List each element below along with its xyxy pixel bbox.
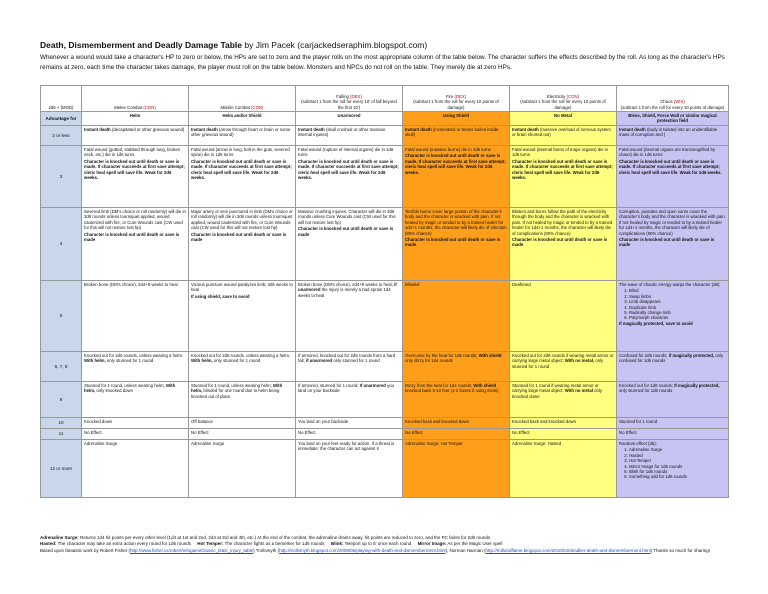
missile-knockout: Character is knocked out until death or save is made. If character succeeds at first save attempt; cleric heal spell will save life. Weak for 2d6 weeks. bbox=[191, 158, 292, 181]
falling-instant-death: Instant death bbox=[298, 127, 325, 132]
missile-cell: Adrenaline Surge bbox=[189, 440, 296, 498]
electricity-cell bbox=[510, 208, 617, 281]
falling-text-c: the injury is merely a bad sprain 1d4 weeks to heal bbox=[298, 287, 391, 298]
list-item: 5. Blink for 1d6 rounds bbox=[629, 469, 726, 474]
electricity-text-b: With no metal, bbox=[564, 358, 595, 364]
melee-text-c: only knocked down bbox=[95, 388, 133, 394]
chaos-header bbox=[617, 86, 729, 112]
list-item: 4. Duplicate limb bbox=[629, 305, 726, 310]
fire-instant-death: Instant death bbox=[405, 127, 432, 132]
chaos-text: (body is twisted into an unidentifiable mass of corruption and ) bbox=[619, 127, 718, 138]
chaos-text-a: Knocked out for 1d6 rounds; bbox=[619, 383, 675, 388]
missile-cell bbox=[189, 382, 296, 418]
advantage-missile: Helm and/or Shield bbox=[189, 112, 296, 126]
list-item: 6. Polymorph character bbox=[629, 315, 726, 320]
roll-value: 10 bbox=[41, 418, 82, 429]
chaos-knockout: Character is knocked out until death or save is made bbox=[619, 237, 715, 248]
fire-header-name: Fire bbox=[445, 93, 454, 99]
list-item: 3. Limb disappears bbox=[629, 299, 726, 304]
missile-wound: Vicious puncture wound paralyzes limb; 3d6 weeks to heal bbox=[191, 282, 293, 293]
credits-text: Based upon fantastic work by Robert Fisher ( bbox=[40, 547, 131, 553]
list-item: 2. Swap limbs bbox=[629, 294, 726, 299]
missile-text-b: With helm, bbox=[191, 358, 213, 364]
falling-text: (skull crushed or other massive internal injuries) bbox=[298, 127, 386, 138]
missile-text-c: only stunned for 1 round bbox=[212, 358, 261, 364]
chaos-header-stat: (WIS) bbox=[673, 99, 685, 105]
electricity-wound: Blisters and burns follow the path of the electricity through the body and the character is wracked with pain. If not healed by magic or tended to by a trained healer for 1d4+1 months, the character will likely die of complications (80% chance) bbox=[512, 209, 613, 236]
melee-header-name: Melee Combat bbox=[114, 104, 143, 110]
fire-header-stat: (DEX) bbox=[454, 93, 467, 99]
electricity-text-c: only stunned for 1 round bbox=[512, 358, 604, 369]
electricity-knockout: Character is knocked out until death or save is made. If character succeeds at first save attempt; cleric heal spell will save life. Weak for 2d6 weeks. bbox=[512, 158, 613, 181]
chaos-cell bbox=[617, 146, 729, 208]
melee-cell bbox=[82, 146, 189, 208]
list-item: 6. Something odd for 1d6 rounds bbox=[629, 474, 726, 479]
fire-text: (incinerated or brains boiled inside skull) bbox=[405, 127, 499, 138]
falling-header-stat: (DEX) bbox=[350, 93, 362, 99]
fire-text-a: Dizzy from the heat for 1d4 rounds; bbox=[405, 383, 474, 388]
hot-temper-label: Hot Temper: bbox=[197, 541, 224, 547]
fire-cell: Blinded bbox=[403, 281, 510, 352]
falling-knockout: Character is knocked out until death or save is made bbox=[298, 226, 394, 237]
table-row bbox=[41, 281, 729, 352]
electricity-text-a: Stunned for 1 round if wearing metal armor or carrying large metal object; bbox=[512, 383, 599, 394]
electricity-header-stat: (CON) bbox=[566, 93, 579, 99]
missile-text-b: With helm, bbox=[191, 383, 283, 394]
missile-cell: Off balance bbox=[189, 418, 296, 429]
chaos-knockout: Character is knocked out until death or save is made. If character succeeds at first save attempt; cleric heal spell will save life. Weak for 2d6 weeks. bbox=[619, 158, 722, 175]
table-row bbox=[41, 146, 729, 208]
roll-value: 12 or more bbox=[41, 440, 82, 498]
missile-wound: Fatal wound (arrow in lung, bolt in the guts, severed spine) die in 1d6 turns bbox=[191, 147, 290, 158]
table-row bbox=[41, 382, 729, 418]
melee-header-stat: (CON) bbox=[143, 104, 156, 110]
chaos-text-c: only stunned for 1d6 rounds bbox=[619, 388, 673, 394]
falling-cell: No Effect bbox=[296, 429, 403, 440]
falling-text-c: you land on your backside bbox=[298, 383, 395, 394]
chaos-cell: No Effect bbox=[617, 429, 729, 440]
falling-text-a: If armored, knocked out for 2d6 rounds from a hard fall; bbox=[298, 353, 396, 364]
falling-cell bbox=[296, 126, 403, 146]
hasted-text: The character may take an extra action every round for 1d6 rounds bbox=[56, 541, 192, 547]
melee-cell: No Effect bbox=[82, 429, 189, 440]
chaos-wound: Corruption, pustules and open sores cover the character's body and the character is wracked with pain. If not healed by magic or tended to by a trained healer for 1d4+1 months, the character will likely die of complications (80% chance) bbox=[619, 209, 726, 236]
missile-text-a: Knocked out for 2d6 rounds, unless wearing a helm. bbox=[191, 353, 291, 358]
electricity-cell: Knocked back and knocked down bbox=[510, 418, 617, 429]
electricity-cell bbox=[510, 126, 617, 146]
blink-label: Blink: bbox=[330, 541, 344, 547]
falling-cell bbox=[296, 208, 403, 281]
melee-text: (decapitated or other grievous wound) bbox=[110, 127, 185, 132]
roll-value: 5 bbox=[41, 281, 82, 352]
table-row bbox=[41, 440, 729, 498]
melee-cell: Adrenaline Surge bbox=[82, 440, 189, 498]
chaos-header-name: Chaos bbox=[660, 99, 673, 105]
electricity-cell: No Effect bbox=[510, 429, 617, 440]
electricity-header-name: Electricity bbox=[546, 93, 566, 99]
credits-text: ) Trollsmyth ( bbox=[253, 547, 280, 553]
fire-cell: Adrenaline Surge; Hot Temper bbox=[403, 440, 510, 498]
header-row bbox=[41, 86, 729, 112]
melee-text-c: only stunned for 1 round bbox=[105, 358, 154, 364]
list-item: 4. Mirror Image for 1d6 rounds bbox=[629, 464, 726, 469]
chaos-cell bbox=[617, 126, 729, 146]
electricity-text-a: Knocked out for 2d6 rounds if wearing metal armor or carrying large metal object; bbox=[512, 353, 614, 364]
roll-value: 2 or less bbox=[41, 126, 82, 146]
roll-header bbox=[41, 86, 82, 112]
credit-link-harman[interactable]: http://trollandflame.blogspot.com/2010/04/deadlier-death-and-dismemberment.html bbox=[485, 547, 651, 553]
fire-wound: Terrible burns cover large portion of the character's body and the character is wracked with pain. If not healed by magic or tended to by a trained healer for 1d4+1 months, the character will likely die of infection (80% chance) bbox=[405, 209, 507, 236]
electricity-text-c: only knocked down bbox=[512, 388, 602, 399]
credits bbox=[40, 548, 740, 554]
melee-knockout: Character is knocked out until death or save is made. If character succeeds at first save attempt; cleric heal spell will save life. Weak for 2d6 weeks. bbox=[84, 158, 185, 181]
roll-value: 11 bbox=[41, 429, 82, 440]
roll-value: 3 bbox=[41, 146, 82, 208]
list-item: 5. Radically change limb bbox=[629, 310, 726, 315]
table-row bbox=[41, 418, 729, 429]
melee-cell bbox=[82, 126, 189, 146]
mirror-image-text: As per the Magic User spell bbox=[446, 541, 503, 547]
missile-header bbox=[189, 86, 296, 112]
electricity-cell: Adrenaline Surge; Hasted bbox=[510, 440, 617, 498]
missile-header-stat: (CON) bbox=[251, 104, 264, 110]
advantage-label: Advantage for bbox=[41, 112, 82, 126]
surge-text: Returns 1d4 hit points per every other level (1d4 at 1st and 2nd, 2d4 at 3rd and 4th, etc.) At the end of the combat, the adrenaline drains away, hit points are reduced to zero, and the PC faints for 2d6 rounds bbox=[78, 535, 491, 540]
table-row bbox=[41, 126, 729, 146]
credit-link-trollsmyth[interactable]: http://trollsmyth.blogspot.com/2008/06/playing-with-death-and-dismemberment.html bbox=[279, 547, 446, 553]
list-item: 1. Blind bbox=[629, 288, 726, 293]
falling-knockout: Character is knocked out until death or save is made. If character succeeds at first save attempt; cleric heal spell will save life. Weak for 2d6 weeks. bbox=[298, 158, 399, 181]
missile-header-name: Missile Combat bbox=[220, 104, 250, 110]
advantage-falling: Unarmored bbox=[296, 112, 403, 126]
fire-text-b: With shield bbox=[478, 353, 502, 358]
missile-knockout: Character is knocked out until death or save is made bbox=[191, 231, 287, 243]
melee-cell: Broken bone (DM's choice), 2d4+9 weeks to heal bbox=[82, 281, 189, 352]
advantage-chaos: Bless, Shield, Force Wall or similar magical protection field bbox=[617, 112, 729, 126]
chaos-save: If magically protected, save to avoid bbox=[619, 320, 693, 326]
chaos-instant-death: Instant death bbox=[619, 127, 646, 132]
missile-text-c: blinded for one round due to helm being knocked out of place bbox=[191, 388, 280, 399]
missile-wound: Major artery or vein punctured in limb (DM's choice or roll randomly) will die in 3d6 rounds unless tourniquet applied, wound cauterized with fire, or Cure Wounds cast (CW used for this will not restore lost hp) bbox=[191, 209, 293, 231]
title-main: Death, Dismemberment and Deadly Damage Table bbox=[40, 40, 243, 50]
electricity-knockout: Character is knocked out until death or save is made bbox=[512, 237, 608, 248]
hasted-label: Hasted: bbox=[40, 541, 57, 547]
electricity-header bbox=[510, 86, 617, 112]
chaos-cell bbox=[617, 208, 729, 281]
missile-save: If using shield, save to avoid bbox=[191, 293, 250, 299]
falling-cell bbox=[296, 382, 403, 418]
missile-cell bbox=[189, 146, 296, 208]
table-row bbox=[41, 429, 729, 440]
roll-value: 4 bbox=[41, 208, 82, 281]
electricity-cell: Deafened bbox=[510, 281, 617, 352]
fire-knockout: Character is knocked out until death or save is made bbox=[405, 237, 501, 248]
melee-text-a: Knocked out for 2d6 rounds, unless wearing a helm. bbox=[84, 353, 184, 358]
melee-text-a: Stunned for 1 round, unless wearing helm; bbox=[84, 383, 166, 388]
list-item: 2. Hasted bbox=[629, 453, 726, 458]
electricity-header-note: (subtract 1 from the roll for every 10 points of damage) bbox=[520, 99, 606, 110]
falling-text-b: If unarmored bbox=[359, 383, 386, 388]
electricity-instant-death: Instant death bbox=[512, 127, 539, 132]
fire-wound: Fatal wound (massive burns) die in 1d6 turns bbox=[405, 147, 491, 152]
falling-cell bbox=[296, 281, 403, 352]
electricity-cell bbox=[510, 382, 617, 418]
melee-cell bbox=[82, 208, 189, 281]
electricity-wound: Fatal wound (internal burns of major organs) die in 1d6 turns bbox=[512, 147, 609, 158]
electricity-text: (massive overload of nervous system or brain shorted out) bbox=[512, 127, 611, 138]
missile-text-a: Stunned for 1 round, unless wearing helm; bbox=[191, 383, 273, 388]
melee-header bbox=[82, 86, 189, 112]
roll-value: 9 bbox=[41, 382, 82, 418]
fire-header bbox=[403, 86, 510, 112]
melee-wound: Fatal wound (gutted, stabbed through lung, broken neck, etc.) die in 1d6 turns bbox=[84, 147, 181, 158]
electricity-cell bbox=[510, 352, 617, 382]
melee-text-b: With helm, bbox=[84, 358, 106, 364]
falling-cell bbox=[296, 146, 403, 208]
fire-text-c: knocked back 5-10 feet (1-2 boxes if using minis) bbox=[405, 388, 499, 394]
fire-text-a: Overcome by the heat for 1d6 rounds; bbox=[405, 353, 479, 358]
melee-text-b: With helm, bbox=[84, 383, 176, 394]
roll-value: 6, 7, 8 bbox=[41, 352, 82, 382]
falling-cell bbox=[296, 352, 403, 382]
list-item: 3. Hot Temper bbox=[629, 458, 726, 463]
falling-cell: You land on your backside bbox=[296, 418, 403, 429]
falling-text-a: Broken bone (DM's choice), 2d4+9 weeks to heal; bbox=[298, 282, 395, 287]
intro-paragraph: Whenever a wound would take a character's HP to zero or below, the HPs are set to zero and the player rolls on the most appropriate column of the table below. The character suffers the effects described by the roll. As long as the character's HPs remains at zero, each time the character takes damage, the player must roll on the table below. Monsters and NPCs do not roll on the table. They merely die at zero HPs. bbox=[40, 54, 725, 71]
surge-label: Adrenaline Surge: bbox=[40, 535, 79, 540]
melee-cell bbox=[82, 352, 189, 382]
fire-cell bbox=[403, 126, 510, 146]
fire-cell bbox=[403, 208, 510, 281]
falling-wound: Fatal wound (rupture of internal organs) die in 1d6 turns bbox=[298, 147, 394, 158]
chaos-text-b: if magically protected, bbox=[668, 353, 715, 358]
missile-cell: No Effect bbox=[189, 429, 296, 440]
falling-text-b: if unarmored bbox=[298, 282, 397, 293]
footer bbox=[40, 535, 740, 554]
fire-cell: No Effect bbox=[403, 429, 510, 440]
melee-cell bbox=[82, 382, 189, 418]
page-title bbox=[40, 40, 740, 51]
falling-text-c: only stunned for 1 round bbox=[332, 358, 380, 364]
roll-header-label: 2d6 + (MOD) bbox=[48, 104, 74, 110]
falling-cell: You land on your feet ready for action. If a threat is immediate; the character can act against it bbox=[296, 440, 403, 498]
chaos-header-note: (subtract 1 from the roll for every 10 points of damage) bbox=[620, 104, 725, 110]
credits-text: ) Thanks so much for sharing! bbox=[650, 547, 711, 553]
fire-cell: Knocked back and knocked down bbox=[403, 418, 510, 429]
chaos-cell: Stunned for 1 round bbox=[617, 418, 729, 429]
melee-cell: Knocked down bbox=[82, 418, 189, 429]
falling-header-note: (subtract 1 from the roll for every 10' of fall beyond the first 10') bbox=[301, 99, 397, 110]
chaos-text-b: If magically protected, bbox=[674, 383, 720, 388]
advantage-row bbox=[41, 112, 729, 126]
chaos-cell bbox=[617, 382, 729, 418]
missile-instant-death: Instant death bbox=[191, 127, 218, 132]
missile-cell bbox=[189, 281, 296, 352]
missile-cell bbox=[189, 126, 296, 146]
credits-text: ), Norman Harman ( bbox=[445, 547, 486, 553]
chaos-cell bbox=[617, 281, 729, 352]
melee-instant-death: Instant death bbox=[84, 127, 111, 132]
falling-text-a: If armored, stunned for 1 round; bbox=[298, 383, 360, 388]
falling-wound: Massive crushing injuries. Character will die in 3d6 rounds unless Cure Wounds cast (CW used for this will not restore lost hp) bbox=[298, 209, 396, 225]
blink-text: Teleport up to 5' once each round bbox=[343, 541, 412, 547]
falling-header bbox=[296, 86, 403, 112]
fire-knockout: Character is knocked out until death or save is made. If character succeeds at first save attempt; cleric heal spell will save life. Weak for 2d6 weeks. bbox=[405, 153, 506, 175]
fire-cell bbox=[403, 146, 510, 208]
fire-cell bbox=[403, 382, 510, 418]
electricity-text-b: With no metal bbox=[564, 388, 593, 394]
missile-text: (arrow through heart or brain or some other grievous wound) bbox=[191, 127, 291, 138]
chaos-wound: Fatal wound (internal organs are transmogrified by chaos) die in 1d6 turns bbox=[619, 147, 716, 158]
title-author: by Jim Pacek (carjackedseraphim.blogspot.com) bbox=[242, 40, 428, 50]
table-row bbox=[41, 208, 729, 281]
chaos-cell bbox=[617, 352, 729, 382]
chaos-warp-list bbox=[619, 288, 726, 320]
fire-text-b: With shield bbox=[473, 383, 497, 388]
chaos-text-c: only confused for 1d6 rounds bbox=[619, 353, 724, 364]
missile-cell bbox=[189, 208, 296, 281]
advantage-fire: Using Shield bbox=[403, 112, 510, 126]
chaos-random-list bbox=[619, 447, 726, 479]
electricity-cell bbox=[510, 146, 617, 208]
fire-header-note: (subtract 1 from the roll for every 10 points of damage) bbox=[413, 99, 499, 110]
chaos-intro: Random effect (d6): bbox=[619, 441, 657, 446]
advantage-melee: Helm bbox=[82, 112, 189, 126]
melee-wound: Severed limb (DM's choice or roll randomly) will die in 3d6 rounds unless tourniquet applied, wound cauterized with fire, or Cure Wounds cast (CW used for this will not restore lost hp) bbox=[84, 209, 186, 231]
melee-knockout: Character is knocked out until death or save is made bbox=[84, 231, 180, 243]
fire-cell bbox=[403, 352, 510, 382]
credit-link-fisher[interactable]: http://www.fisher.cx/robert/infogami/Classic_D&D_injury_table bbox=[130, 547, 254, 553]
advantage-electricity: No Metal bbox=[510, 112, 617, 126]
missile-cell bbox=[189, 352, 296, 382]
list-item: 1. Adrenaline Surge bbox=[629, 447, 726, 452]
chaos-cell bbox=[617, 440, 729, 498]
hot-temper-text: The character fights as a berserker for 1d6 rounds bbox=[223, 541, 325, 547]
mirror-image-label: Mirror Image: bbox=[417, 541, 447, 547]
fire-text-c: only dizzy for 1d4 rounds bbox=[405, 358, 453, 364]
damage-table bbox=[40, 85, 729, 498]
table-row bbox=[41, 352, 729, 382]
falling-header-name: Falling bbox=[336, 93, 349, 99]
chaos-text-a: Confused for 2d6 rounds; bbox=[619, 353, 669, 358]
falling-text-b: if unarmored bbox=[305, 358, 333, 364]
chaos-intro: The wave of chaotic energy warps the character (d6): bbox=[619, 282, 721, 287]
